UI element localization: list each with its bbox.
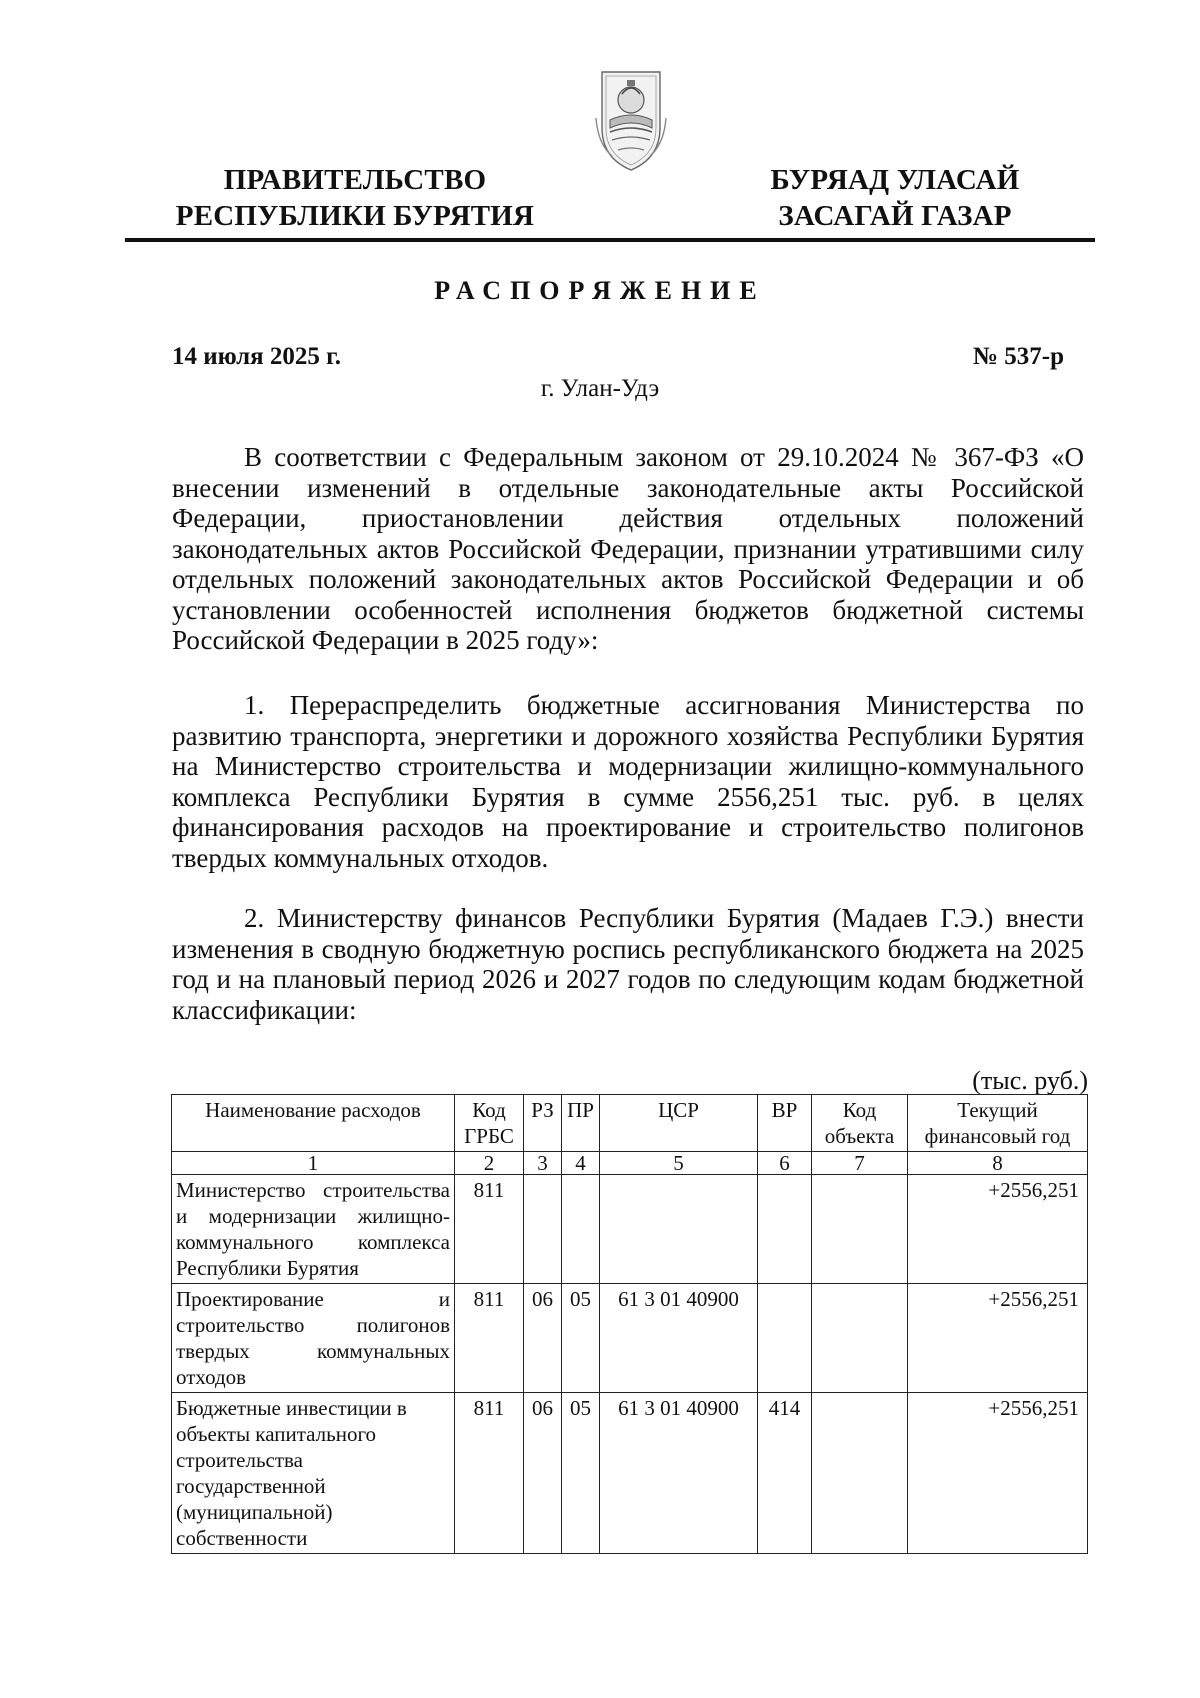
table-cell-amount: +2556,251 xyxy=(908,1175,1088,1284)
table-cell-amount: +2556,251 xyxy=(908,1284,1088,1393)
table-cell-csr xyxy=(600,1175,758,1284)
table-header-cell: Код ГРБС xyxy=(455,1095,524,1152)
table-cell-grbs: 811 xyxy=(455,1284,524,1393)
table-column-number: 6 xyxy=(758,1152,812,1175)
government-name-bua-line1: БУРЯАД УЛАСАЙ xyxy=(770,164,1020,196)
table-cell-object-code xyxy=(812,1284,908,1393)
table-units: (тыс. руб.) xyxy=(972,1066,1088,1095)
table-cell-vr xyxy=(758,1175,812,1284)
table-column-number: 8 xyxy=(908,1152,1088,1175)
table-cell-object-code xyxy=(812,1393,908,1554)
document-date: 14 июля 2025 г. xyxy=(172,343,341,370)
table-header-cell: ЦСР xyxy=(600,1095,758,1152)
table-cell-pr: 05 xyxy=(562,1284,600,1393)
government-name-bua xyxy=(740,162,1050,234)
table-cell-rz: 06 xyxy=(524,1284,562,1393)
table-cell-amount: +2556,251 xyxy=(908,1393,1088,1554)
table-column-number: 3 xyxy=(524,1152,562,1175)
header-divider xyxy=(125,238,1095,242)
table-column-number: 4 xyxy=(562,1152,600,1175)
table-column-number: 1 xyxy=(172,1152,455,1175)
table-row xyxy=(172,1175,1088,1284)
table-column-number: 5 xyxy=(600,1152,758,1175)
clause-1-paragraph: 1. Перераспределить бюджетные ассигнования Министерства по развитию транспорта, энергетики и дорожного хозяйства Республики Бурятия на Министерство строительства и модернизации жилищно-коммунального комплекса Республики Бурятия в сумме 2556,251 тыс. руб. в целях финансирования расходов на проектирование и строительство полигонов твердых коммунальных отходов. xyxy=(172,690,1084,873)
table-header-cell: Наименование расходов xyxy=(172,1095,455,1152)
table-header-cell: ПР xyxy=(562,1095,600,1152)
table-row xyxy=(172,1393,1088,1554)
clause-2-paragraph: 2. Министерству финансов Республики Бурятия (Мадаев Г.Э.) внести изменения в сводную бюджетную роспись республиканского бюджета на 2025 год и на плановый период 2026 и 2027 годов по следующим кодам бюджетной классификации: xyxy=(172,903,1084,1025)
table-cell-pr: 05 xyxy=(562,1393,600,1554)
table-header-cell: Код объекта xyxy=(812,1095,908,1152)
table-cell-csr: 61 3 01 40900 xyxy=(600,1393,758,1554)
government-name-ru-line2: РЕСПУБЛИКИ БУРЯТИЯ xyxy=(175,200,535,232)
document-type: РАСПОРЯЖЕНИЕ xyxy=(434,276,766,305)
table-cell-vr xyxy=(758,1284,812,1393)
preamble-paragraph: В соответствии с Федеральным законом от 29.10.2024 № 367-ФЗ «О внесении изменений в отдельные законодательные акты Российской Федерации, приостановлении действия отдельных положений законодательных актов Российской Федерации, признании утратившими силу отдельных положений законодательных актов Российской Федерации и об установлении особенностей исполнения бюджетов бюджетной системы Российской Федерации в 2025 году»: xyxy=(172,442,1084,655)
table-cell-rz xyxy=(524,1175,562,1284)
table-header-cell: РЗ xyxy=(524,1095,562,1152)
table-cell-name: Министерство строительства и модернизации жилищно-коммунального комплекса Республики Бурятия xyxy=(172,1175,455,1284)
table-cell-rz: 06 xyxy=(524,1393,562,1554)
table-cell-name: Бюджетные инвестиции в объекты капитального строительства государственной (муниципальной) собственности xyxy=(172,1393,455,1554)
table-cell-csr: 61 3 01 40900 xyxy=(600,1284,758,1393)
table-column-number: 2 xyxy=(455,1152,524,1175)
coat-of-arms-icon xyxy=(588,58,674,176)
document-city: г. Улан-Удэ xyxy=(540,375,660,402)
table-header-cell: ВР xyxy=(758,1095,812,1152)
table-cell-object-code xyxy=(812,1175,908,1284)
table-cell-grbs: 811 xyxy=(455,1393,524,1554)
table-column-numbers-row xyxy=(172,1152,1088,1175)
table-header-row xyxy=(172,1095,1088,1152)
table-cell-name: Проектирование и строительство полигонов твердых коммунальных отходов xyxy=(172,1284,455,1393)
government-name-ru-line1: ПРАВИТЕЛЬСТВО xyxy=(223,164,487,196)
table-column-number: 7 xyxy=(812,1152,908,1175)
table-header-cell: Текущий финансовый год xyxy=(908,1095,1088,1152)
government-name-ru xyxy=(170,162,540,234)
table-cell-vr: 414 xyxy=(758,1393,812,1554)
document-number: № 537-р xyxy=(972,343,1064,370)
table-cell-grbs: 811 xyxy=(455,1175,524,1284)
budget-table xyxy=(171,1094,1088,1554)
table-cell-pr xyxy=(562,1175,600,1284)
table-row xyxy=(172,1284,1088,1393)
government-name-bua-line2: ЗАСАГАЙ ГАЗАР xyxy=(778,200,1012,232)
